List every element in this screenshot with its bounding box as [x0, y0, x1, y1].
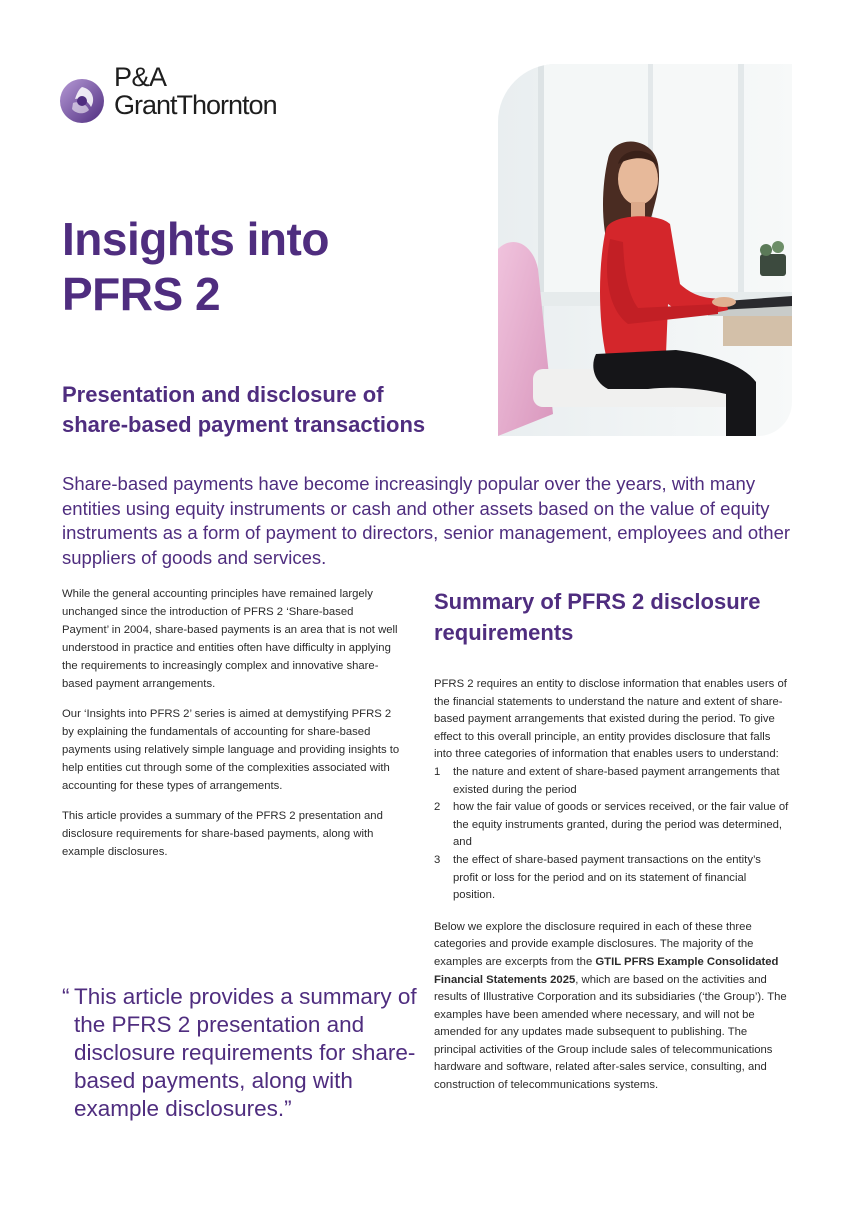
list-item-number: 2	[434, 801, 441, 814]
left-paragraph-2: Our ‘Insights into PFRS 2’ series is aimed at demystifying PFRS 2 by explaining the fundamentals of accounting for share-based payments using relatively simple language and providing insights to help entities cut through some of the complexities associated with accounting for these types of arrangements.	[62, 708, 400, 792]
list-item-number: 1	[434, 765, 441, 778]
right-column	[434, 676, 789, 1095]
summary-p2-before: Below we explore the disclosure required in each of these three categories and provide example disclosures. The majority of the examples are excerpts from the	[434, 920, 754, 968]
photo-woman-at-desk	[498, 64, 792, 436]
summary-p2-bold: GTIL PFRS Example Consolidated Financial Statements 2025	[434, 955, 779, 986]
list-item-text: the effect of share-based payment transactions on the entity’s profit or loss for the period and on its statement of financial position.	[453, 853, 761, 902]
quote-text: This article provides a summary of the PFRS 2 presentation and disclosure requirements for share-based payments, along with example disclosures.”	[74, 984, 417, 1121]
brand-line1: P&A	[114, 62, 167, 92]
hero-photo	[498, 64, 792, 436]
pull-quote	[62, 983, 422, 1123]
page-subtitle	[62, 380, 492, 440]
title-line-1: Insights into	[62, 213, 329, 265]
summary-heading: Summary of PFRS 2 disclosure requirements	[434, 589, 761, 645]
subtitle-line-1: Presentation and disclosure of	[62, 382, 384, 407]
list-item	[434, 764, 789, 799]
left-column	[62, 585, 402, 873]
summary-paragraph-1: PFRS 2 requires an entity to disclose information that enables users of the financial statements to understand the nature and extent of share-based payment arrangements that existed during the period. To give effect to this overall principle, an entity provides disclosure that falls into three categories of information that enables users to understand:	[434, 678, 787, 761]
left-paragraph-3: This article provides a summary of the PFRS 2 presentation and disclosure requirements for share-based payments, along with example disclosures.	[62, 810, 383, 858]
page-title	[62, 212, 482, 322]
brand-logo	[60, 60, 320, 130]
subtitle-line-2: share-based payment transactions	[62, 412, 426, 437]
summary-paragraph-2	[434, 919, 789, 1095]
summary-list	[434, 764, 789, 905]
gt-swirl-icon	[60, 79, 104, 123]
brand-line2: GrantThornton	[114, 90, 277, 120]
title-line-2: PFRS 2	[62, 268, 221, 320]
quote-open-mark: “	[62, 984, 70, 1009]
list-item-text: the nature and extent of share-based payment arrangements that existed during the period	[453, 765, 780, 796]
left-paragraph-1: While the general accounting principles have remained largely unchanged since the introduction of PFRS 2 ‘Share-based Payment’ in 2004, share-based payments is an area that is not well understood in practice and entities often have difficulty in applying the requirements to increasingly complex and innovative share-based payment arrangements.	[62, 588, 398, 690]
list-item-number: 3	[434, 853, 441, 866]
intro-paragraph: Share-based payments have become increasingly popular over the years, with many entities using equity instruments or cash and other assets based on the value of equity instruments as a form of payment to directors, senior management, employees and other suppliers of goods and services.	[62, 473, 791, 568]
summary-p2-after: , which are based on the activities and results of Illustrative Corporation and its subsidiaries (‘the Group’). The examples have been amended where necessary, and will not be amended for any updates made subsequent to publishing. The principal activities of the Group include sales of telecommunications hardware and software, related after-sales service, consulting, and construction of telecommunications systems.	[434, 973, 787, 1092]
list-item	[434, 799, 789, 852]
list-item	[434, 852, 789, 905]
list-item-text: how the fair value of goods or services received, or the fair value of the equity instruments granted, during the period was determined, and	[453, 801, 789, 849]
